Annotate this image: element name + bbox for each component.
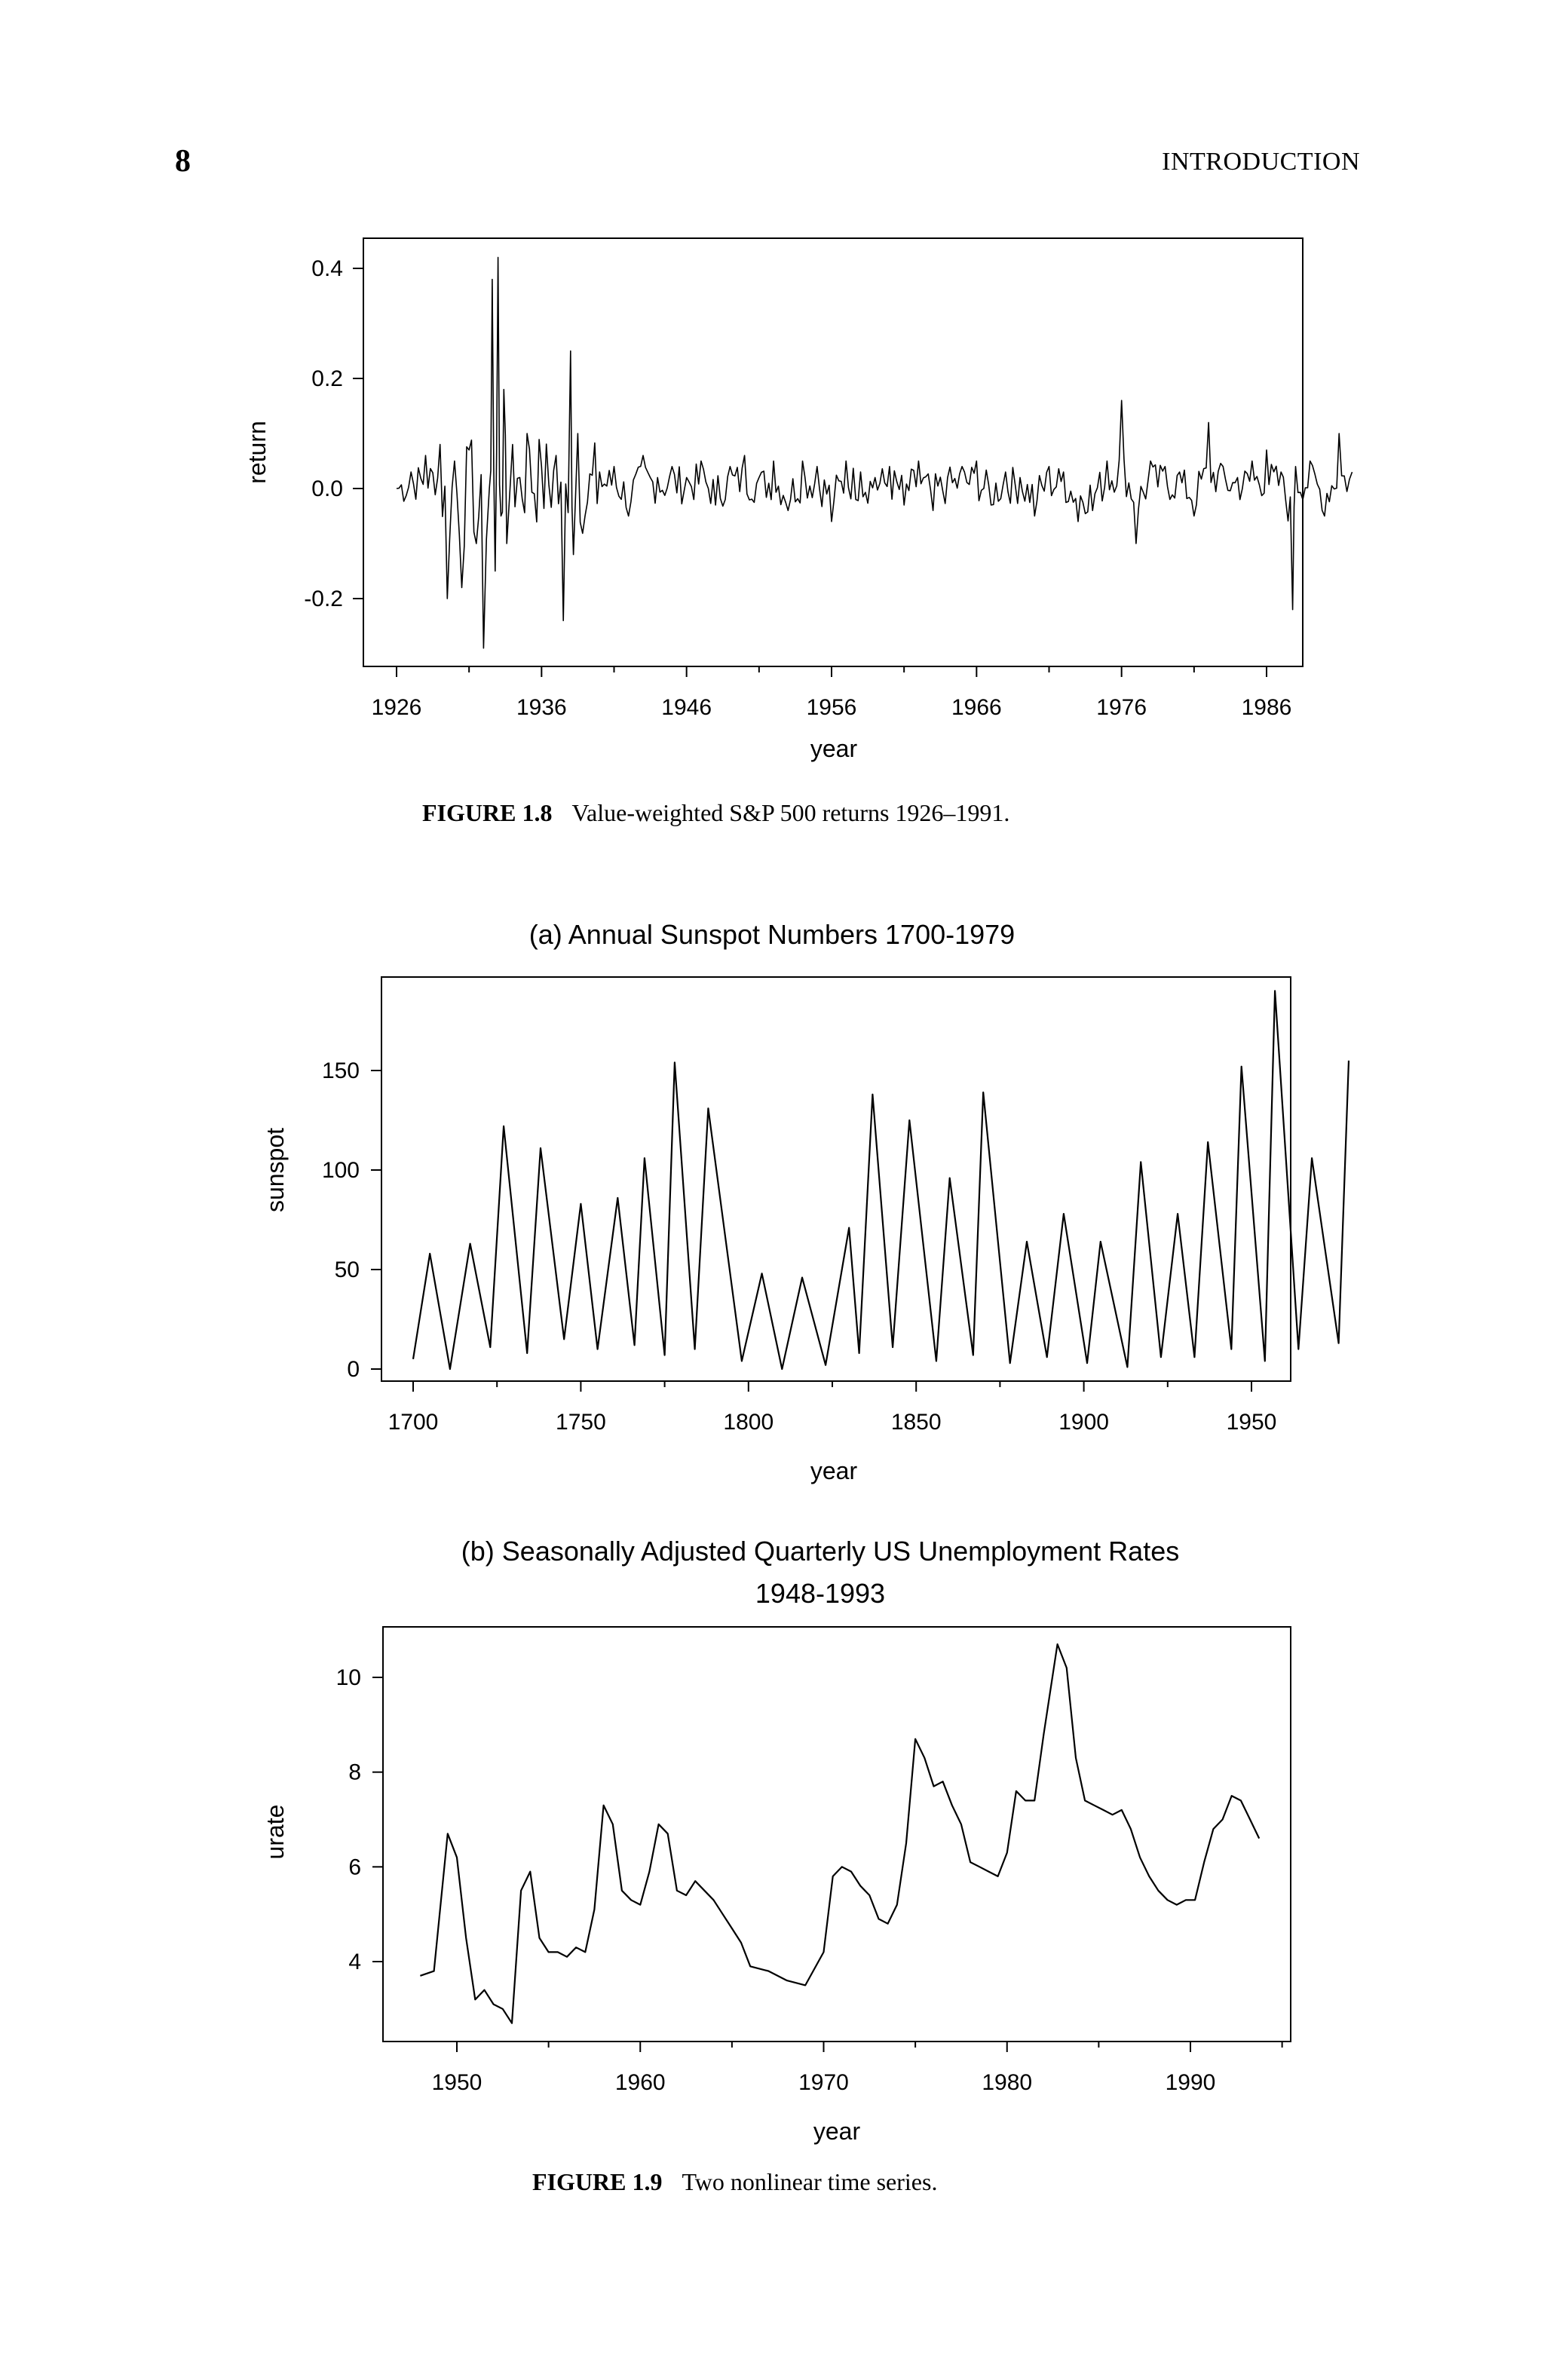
unemployment-xtick-label: 1990: [1165, 2070, 1216, 2095]
unemployment-ytick-label: 8: [348, 1760, 361, 1785]
unemployment-x-axis: [432, 2042, 1282, 2095]
unemployment-ytick-label: 10: [335, 1665, 361, 1690]
sunspot-title: (a) Annual Sunspot Numbers 1700-1979: [528, 919, 1016, 950]
figure-1-8-label: FIGURE 1.8: [422, 799, 553, 826]
figure-1-8-text: Value-weighted S&P 500 returns 1926–1991.: [571, 799, 1010, 826]
sp500-xlabel: year: [810, 735, 858, 762]
sp500-ytick-label: 0.0: [311, 476, 343, 501]
sp500-xtick-label: 1946: [661, 695, 712, 720]
sp500-series-line: [397, 257, 1353, 648]
sp500-xtick-label: 1986: [1241, 695, 1292, 720]
unemployment-xtick-label: 1960: [614, 2070, 666, 2095]
sunspot-xtick-label: 1750: [556, 1410, 606, 1435]
unemployment-series: [420, 1644, 1259, 2023]
sunspot-x-axis: [388, 1381, 1277, 1435]
unemployment-ylabel: urate: [262, 1804, 289, 1860]
sp500-xtick-label: 1976: [1096, 695, 1147, 720]
sp500-xtick-label: 1966: [951, 695, 1002, 720]
sp500-chart: [244, 238, 1353, 762]
page-number: 8: [175, 144, 191, 179]
sp500-series: [397, 257, 1353, 648]
sp500-plot-frame: [363, 238, 1303, 666]
sunspot-xlabel: year: [810, 1457, 858, 1484]
sunspot-xtick-label: 1950: [1226, 1410, 1277, 1435]
sunspot-series: [413, 991, 1349, 1369]
sunspot-ytick-label: 100: [321, 1158, 360, 1183]
unemployment-ytick-label: 4: [348, 1950, 361, 1974]
sunspot-ytick-label: 0: [347, 1357, 360, 1382]
sp500-xtick-label: 1936: [516, 695, 567, 720]
figure-1-9-caption: [532, 2168, 937, 2196]
sunspot-xtick-label: 1800: [723, 1410, 774, 1435]
figure-1-8-caption: [422, 799, 1009, 827]
sunspot-ytick-label: 50: [334, 1257, 360, 1282]
sp500-ytick-label: 0.2: [311, 366, 343, 391]
sunspot-ylabel: sunspot: [262, 1127, 289, 1213]
sp500-ylabel: return: [244, 421, 271, 484]
unemployment-xtick-label: 1970: [798, 2070, 849, 2095]
sp500-ytick-label: 0.4: [311, 256, 343, 281]
unemployment-y-axis: [336, 1665, 383, 1974]
unemployment-xtick-label: 1980: [982, 2070, 1033, 2095]
unemployment-subtitle: 1948-1993: [755, 1578, 886, 1609]
unemployment-xlabel: year: [813, 2118, 861, 2145]
sp500-x-axis: [372, 666, 1292, 720]
figure-1-9-text: Two nonlinear time series.: [682, 2168, 938, 2195]
sunspot-xtick-label: 1850: [890, 1410, 942, 1435]
unemployment-chart: [262, 1536, 1291, 2145]
unemployment-title: (b) Seasonally Adjusted Quarterly US Unemployment Rates: [461, 1536, 1180, 1567]
sp500-xtick-label: 1926: [371, 695, 422, 720]
sunspot-chart: [262, 919, 1349, 1484]
unemployment-series-line: [420, 1644, 1259, 2023]
sunspot-xtick-label: 1900: [1058, 1410, 1109, 1435]
unemployment-xtick-label: 1950: [431, 2070, 482, 2095]
figure-1-9-label: FIGURE 1.9: [532, 2168, 663, 2195]
sp500-xtick-label: 1956: [806, 695, 857, 720]
sp500-ytick-label: -0.2: [304, 587, 343, 611]
sunspot-ytick-label: 150: [321, 1058, 360, 1083]
sunspot-series-line: [413, 991, 1349, 1369]
sunspot-xtick-label: 1700: [388, 1410, 439, 1435]
sunspot-y-axis: [322, 1058, 381, 1382]
unemployment-plot-frame: [383, 1627, 1291, 2042]
sp500-y-axis: [304, 256, 363, 611]
sunspot-plot-frame: [381, 977, 1291, 1381]
running-head: INTRODUCTION: [1162, 148, 1360, 176]
unemployment-ytick-label: 6: [348, 1855, 361, 1880]
